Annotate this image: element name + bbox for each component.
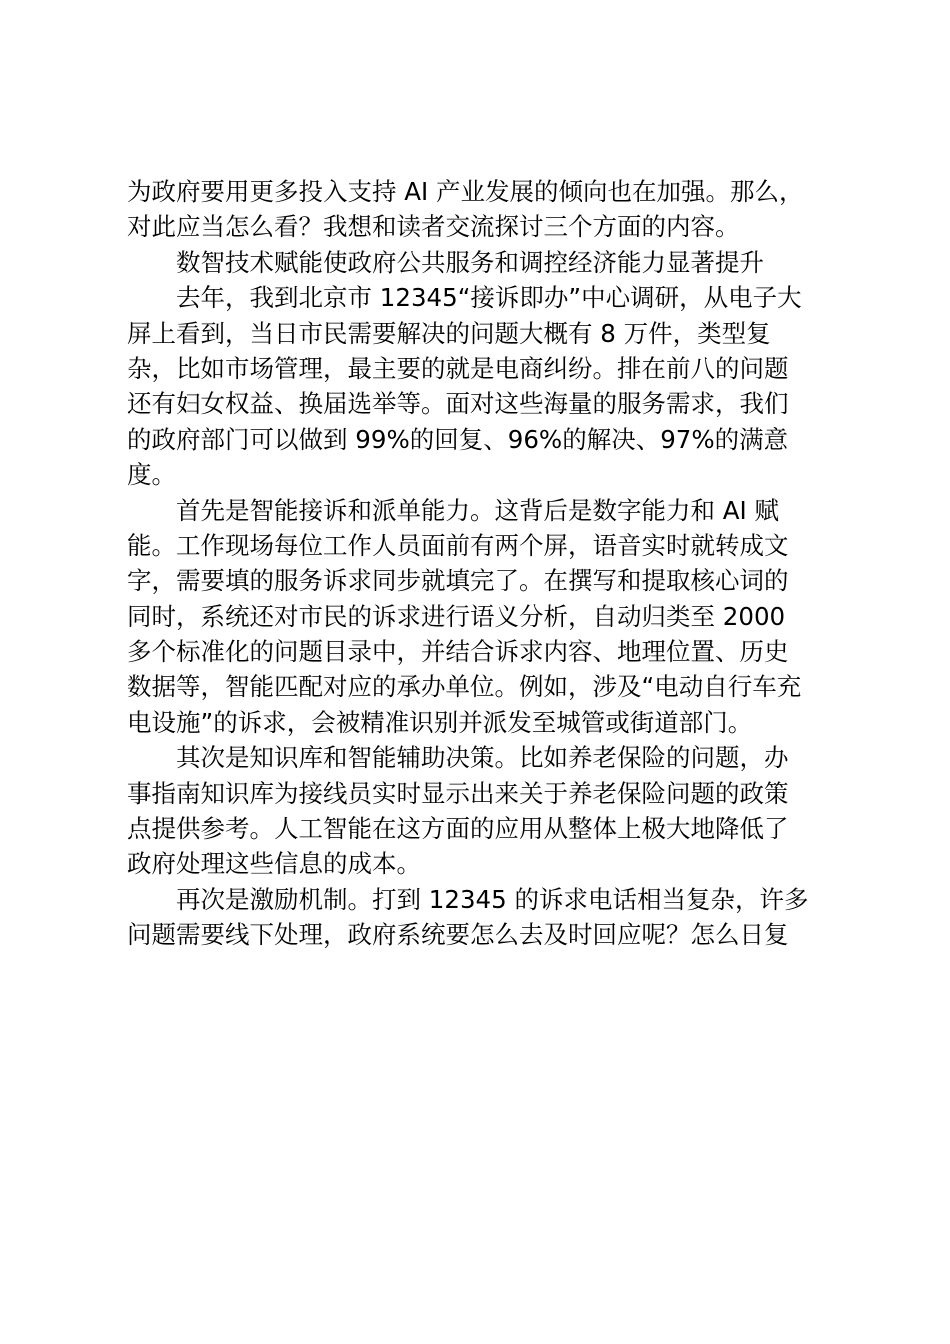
text-line: 的政府部门可以做到 99%的回复、96%的解决、97%的满意: [127, 424, 789, 454]
text-line: 能。工作现场每位工作人员面前有两个屏，语音实时就转成文: [127, 530, 789, 560]
text-line: 杂，比如市场管理，最主要的就是电商纠纷。排在前八的问题: [127, 353, 789, 383]
text-line: 电设施”的诉求，会被精准识别并派发至城管或街道部门。: [127, 707, 753, 737]
paragraph: [127, 493, 837, 741]
text-line: 同时，系统还对市民的诉求进行语义分析，自动归类至 2000: [127, 601, 786, 631]
paragraph: [127, 174, 837, 245]
text-line: 去年，我到北京市 12345“接诉即办”中心调研，从电子大: [176, 283, 802, 313]
text-line: 对此应当怎么看？我想和读者交流探讨三个方面的内容。: [127, 212, 740, 242]
text-line: 其次是知识库和智能辅助决策。比如养老保险的问题，办: [176, 743, 789, 773]
text-line: 政府处理这些信息的成本。: [127, 849, 421, 879]
text-line: 首先是智能接诉和派单能力。这背后是数字能力和 AI 赋: [176, 495, 780, 525]
text-line: 问题需要线下处理，政府系统要怎么去及时回应呢？怎么日复: [127, 920, 789, 950]
text-line: 多个标准化的问题目录中，并结合诉求内容、地理位置、历史: [127, 637, 789, 667]
text-line: 屏上看到，当日市民需要解决的问题大概有 8 万件，类型复: [127, 318, 771, 348]
text-line: 点提供参考。人工智能在这方面的应用从整体上极大地降低了: [127, 814, 789, 844]
document-body: [127, 174, 837, 953]
text-line: 数智技术赋能使政府公共服务和调控经济能力显著提升: [176, 247, 764, 277]
paragraph: [127, 740, 837, 882]
text-line: 为政府要用更多投入支持 AI 产业发展的倾向也在加强。那么，: [127, 177, 804, 206]
text-line: 数据等，智能匹配对应的承办单位。例如，涉及“电动自行车充: [127, 672, 802, 702]
text-line: 度。: [127, 460, 176, 490]
paragraph: [127, 280, 837, 492]
paragraph: [127, 882, 837, 953]
text-line: 还有妇女权益、换届选举等。面对这些海量的服务需求，我们: [127, 389, 789, 419]
text-line: 事指南知识库为接线员实时显示出来关于养老保险问题的政策: [127, 778, 789, 808]
text-line: 字，需要填的服务诉求同步就填完了。在撰写和提取核心词的: [127, 566, 789, 596]
text-line: 再次是激励机制。打到 12345 的诉求电话相当复杂，许多: [176, 884, 809, 914]
section-heading: [127, 245, 837, 280]
